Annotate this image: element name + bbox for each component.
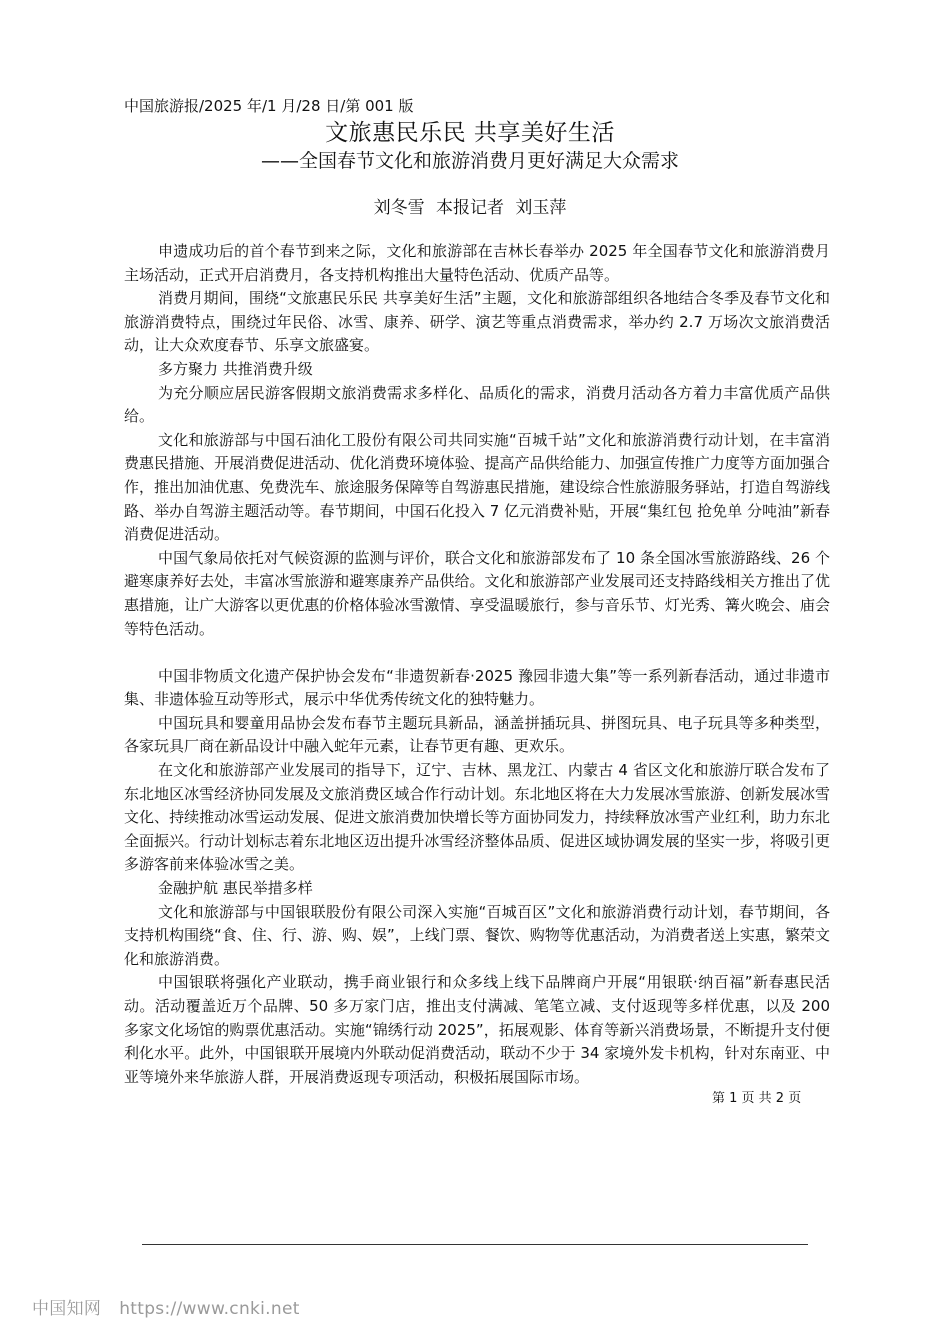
paragraph: 中国玩具和婴童用品协会发布春节主题玩具新品，涵盖拼插玩具、拼图玩具、电子玩具等多种类型，各家玩具厂商在新品设计中融入蛇年元素，让春节更有趣、更欢乐。	[124, 713, 830, 756]
article-title: 文旅惠民乐民 共享美好生活	[325, 120, 615, 146]
cnki-watermark	[32, 1294, 300, 1319]
byline: 刘冬雪 本报记者 刘玉萍	[373, 198, 567, 218]
paragraph: 文化和旅游部与中国银联股份有限公司深入实施“百城百区”文化和旅游消费行动计划，春节期间，各支持机构围绕“食、住、行、游、购、娱”，上线门票、餐饮、购物等优惠活动，为消费者送上实惠，繁荣文化和旅游消费。	[124, 902, 830, 968]
footer-divider	[142, 1244, 808, 1245]
watermark-brand: 中国知网	[32, 1299, 102, 1319]
page-number: 第 1 页 共 2 页	[712, 1091, 802, 1106]
paragraph: 消费月期间，围绕“文旅惠民乐民 共享美好生活”主题，文化和旅游部组织各地结合冬季及春节文化和旅游消费特点，围绕过年民俗、冰雪、康养、研学、演艺等重点消费需求，举办约 2.7 万场次文旅消费活动，让大众欢度春节、乐享文旅盛宴。	[124, 289, 830, 355]
paragraph: 文化和旅游部与中国石油化工股份有限公司共同实施“百城千站”文化和旅游消费行动计划，在丰富消费惠民措施、开展消费促进活动、优化消费环境体验、提高产品供给能力、加强宣传推广力度等方面加强合作，推出加油优惠、免费洗车、旅途服务保障等自驾游惠民措施，建设综合性旅游服务驿站，打造自驾游线路、举办自驾游主题活动等。春节期间，中国石化投入 7 亿元消费补贴，开展“集红包 抢免单 分吨油”新春消费促进活动。	[124, 430, 830, 544]
paragraph: 中国银联将强化产业联动，携手商业银行和众多线上线下品牌商户开展“用银联·纳百福”新春惠民活动。活动覆盖近万个品牌、50 多万家门店，推出支付满减、笔笔立减、支付返现等多样优惠，以及 200 多家文化场馆的购票优惠活动。实施“锦绣行动 2025”，拓展观影、体育等新兴消费场景，不断提升支付便利化水平。此外，中国银联开展境内外联动促消费活动，联动不少于 34 家境外发卡机构，针对东南亚、中亚等境外来华旅游人群，开展消费返现专项活动，积极拓展国际市场。	[124, 973, 830, 1086]
paragraph-gap	[124, 641, 830, 665]
paragraph: 中国气象局依托对气候资源的监测与评价，联合文化和旅游部发布了 10 条全国冰雪旅游路线、26 个避寒康养好去处，丰富冰雪旅游和避寒康养产品供给。文化和旅游部产业发展司还支持路线相关方推出了优惠措施，让广大游客以更优惠的价格体验冰雪激情、享受温暖旅行，参与音乐节、灯光秀、篝火晚会、庙会等特色活动。	[124, 548, 830, 638]
paragraph: 在文化和旅游部产业发展司的指导下，辽宁、吉林、黑龙江、内蒙古 4 省区文化和旅游厅联合发布了东北地区冰雪经济协同发展及文旅消费区域合作行动计划。东北地区将在大力发展冰雪旅游、创新发展冰雪文化、持续推动冰雪运动发展、促进文旅消费加快增长等方面协同发力，持续释放冰雪产业红利，助力东北全面振兴。行动计划标志着东北地区迈出提升冰雪经济整体品质、促进区域协调发展的坚实一步，将吸引更多游客前来体验冰雪之美。	[124, 761, 830, 874]
article-body	[124, 240, 830, 1089]
section-heading: 金融护航 惠民举措多样	[158, 879, 313, 898]
source-line: 中国旅游报/2025 年/1 月/28 日/第 001 版	[124, 97, 414, 115]
watermark-url: https://www.cnki.net	[119, 1299, 300, 1319]
paragraph: 中国非物质文化遗产保护协会发布“非遗贺新春·2025 豫园非遗大集”等一系列新春活动，通过非遗市集、非遗体验互动等形式，展示中华优秀传统文化的独特魅力。	[124, 666, 830, 709]
paragraph: 申遗成功后的首个春节到来之际，文化和旅游部在吉林长春举办 2025 年全国春节文化和旅游消费月主场活动，正式开启消费月，各支持机构推出大量特色活动、优质产品等。	[124, 242, 830, 284]
article-subtitle: ——全国春节文化和旅游消费月更好满足大众需求	[260, 150, 679, 172]
paragraph: 为充分顺应居民游客假期文旅消费需求多样化、品质化的需求，消费月活动各方着力丰富优质产品供给。	[124, 383, 830, 426]
section-heading: 多方聚力 共推消费升级	[158, 359, 313, 378]
